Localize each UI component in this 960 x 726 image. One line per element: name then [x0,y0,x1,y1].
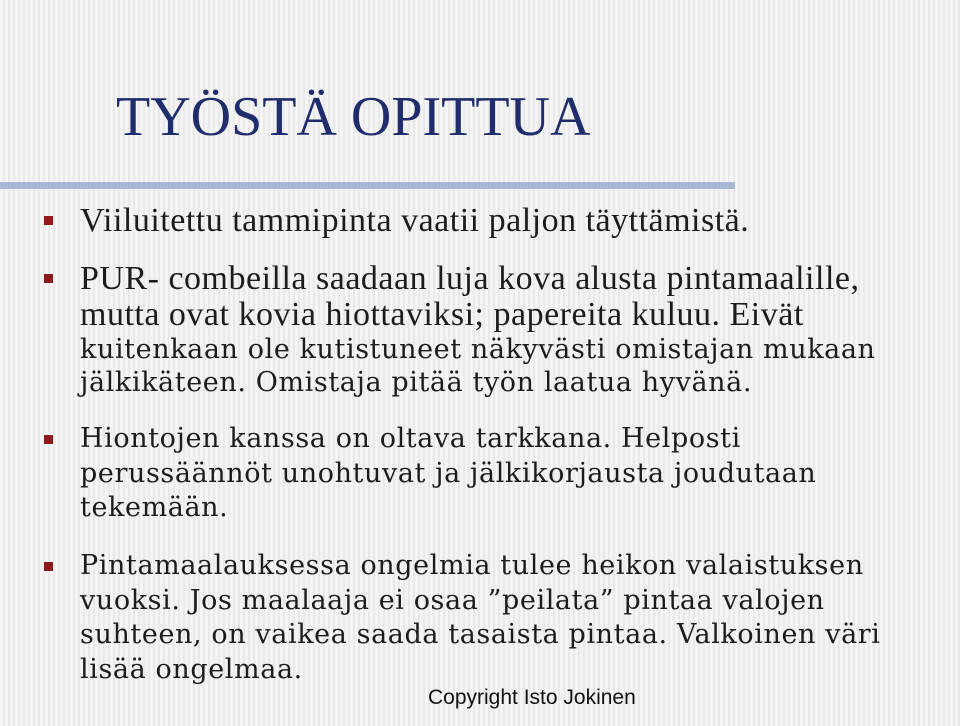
bullet-text-line: tekemään. [80,492,229,523]
bullet-text [80,261,940,399]
bullet-text-line: PUR- combeilla saadaan luja kova alusta pintamaalille, [80,260,860,297]
square-bullet-icon [44,435,53,444]
bullet-text-line: Viiluitettu tammipinta vaatii paljon täyttämistä. [80,202,750,239]
bullet-text [80,422,940,526]
bullet-text [80,549,940,687]
bullet-text-line: Pintamaalauksessa ongelmia tulee heikon valaistuksen [80,550,864,581]
bullet-text-line: Hiontojen kanssa on oltava tarkkana. Helposti [80,423,741,454]
bullet-text-line: perussäännöt unohtuvat ja jälkikorjausta joudutaan [80,457,817,489]
square-bullet-icon [44,216,53,225]
bullet-text-line: vuoksi. Jos maalaaja ei osaa ”peilata” pintaa valojen [80,584,825,616]
bullet-text [80,203,940,239]
title-underline-rule [0,182,735,189]
slide-title: TYÖSTÄ OPITTUA [116,86,591,148]
copyright-footer: Copyright Isto Jokinen [428,686,636,709]
bullet-text-line: mutta ovat kovia hiottaviksi; papereita kuluu. Eivät [80,296,804,333]
square-bullet-icon [44,274,53,283]
bullet-text-line: lisää ongelmaa. [80,653,303,685]
square-bullet-icon [44,562,53,571]
bullet-text-line: kuitenkaan ole kutistuneet näkyvästi omistajan mukaan [80,334,876,365]
bullet-text-line: suhteen, on vaikea saada tasaista pintaa. Valkoinen väri [80,619,881,650]
bullet-text-line: jälkikäteen. Omistaja pitää työn laatua hyvänä. [80,367,753,398]
